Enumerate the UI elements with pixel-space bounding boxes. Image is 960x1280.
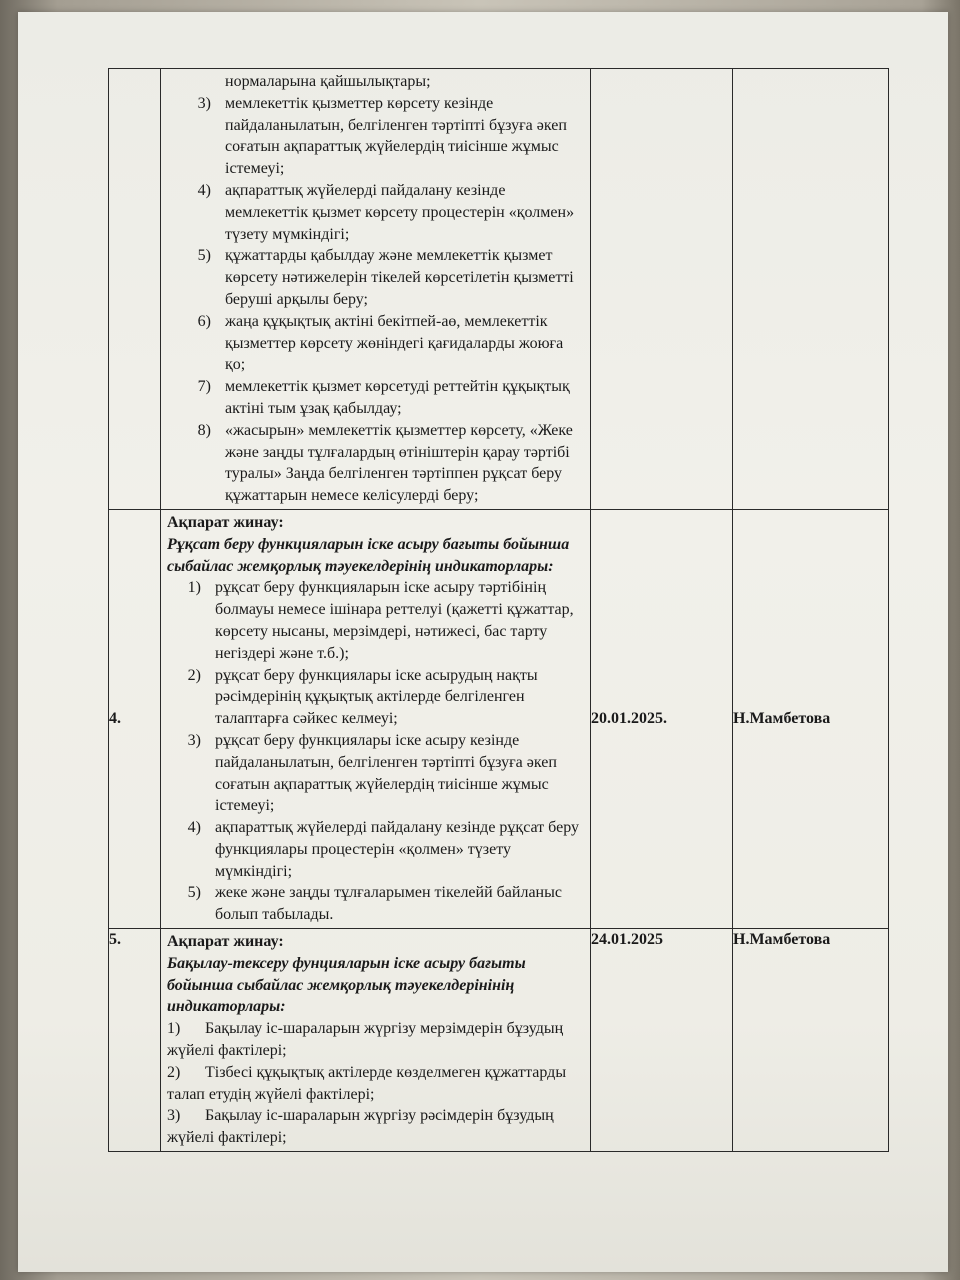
row-number-cell xyxy=(109,69,161,510)
list-item xyxy=(167,577,584,664)
task-heading: Ақпарат жинау: xyxy=(167,513,284,531)
table-row-5 xyxy=(109,929,889,1152)
list-item-number: 2) xyxy=(187,666,201,684)
list-item-number: 3) xyxy=(187,731,201,749)
list-item xyxy=(167,376,584,420)
row-content-cell xyxy=(161,929,591,1152)
list-item-text: құжаттарды қабылдау және мемлекеттік қызмет көрсету нәтижелерін тікелей көрсетілетін қызметті беруші арқылы беру; xyxy=(225,247,574,308)
list-item-number: 6) xyxy=(197,312,211,330)
deadline-date: 20.01.2025. xyxy=(591,509,733,928)
deadline-date: 24.01.2025 xyxy=(591,929,733,1152)
list-item xyxy=(167,93,584,180)
list-item-number: 4) xyxy=(197,181,211,199)
list-item-number: 1) xyxy=(167,1020,181,1038)
list-item-text: жаңа құқықтық актіні бекітпей-аө, мемлекеттік қызметтер көрсету жөніндегі қағидаларды жоюға қо; xyxy=(225,312,564,374)
list-item-text: Бақылау іс-шараларын жүргізу рәсімдерін бұзудың жүйелі фактілері; xyxy=(167,1107,554,1147)
list-item xyxy=(167,1062,584,1106)
list-item-number: 2) xyxy=(167,1063,181,1081)
list-item-number: 8) xyxy=(197,421,211,439)
list-item xyxy=(167,882,584,926)
list-item-number: 1) xyxy=(187,579,201,597)
table-row-continued xyxy=(109,69,889,510)
row-number: 4. xyxy=(109,509,161,928)
date-cell xyxy=(591,69,733,510)
list-item-number: 5) xyxy=(187,884,201,902)
task-heading: Ақпарат жинау: xyxy=(167,933,284,951)
list-item-text: мемлекеттік қызмет көрсетуді реттейтін құқықтық актіні тым ұзақ қабылдау; xyxy=(225,378,570,417)
plan-table xyxy=(108,68,889,1152)
indicator-list xyxy=(161,69,590,509)
list-item xyxy=(167,665,584,730)
list-item-text: Бақылау іс-шараларын жүргізу мерзімдерін бұзудың жүйелі фактілері; xyxy=(167,1020,564,1060)
responsible-cell xyxy=(733,69,889,510)
row-number: 5. xyxy=(109,929,161,1152)
list-item-text: «жасырын» мемлекеттік қызметтер көрсету, «Жеке және заңды тұлғалардың өтініштерін қарау тәртібі туралы» Заңда белгіленген тәртіппен рұқсат беру құжаттарын немесе келісулерді беру; xyxy=(225,421,573,505)
list-item xyxy=(167,311,584,376)
row-content-cell xyxy=(161,509,591,928)
list-item-text: ақпараттық жүйелерді пайдалану кезінде рұқсат беру функциялары процестерін «қолмен» түзету мүмкіндігі; xyxy=(215,819,579,880)
list-item xyxy=(167,180,584,245)
list-item xyxy=(167,1018,584,1062)
list-item-text: рұқсат беру функцияларын іске асыру тәртібінің болмауы немесе ішінара реттелуі (қажетті құжаттар, көрсету нысаны, мерзімдері, нәтижесі, бас тарту негіздері және т.б.); xyxy=(215,579,574,662)
list-item-text: нормаларына қайшылықтары; xyxy=(225,73,431,90)
indicator-list xyxy=(167,577,584,926)
list-item-number: 3) xyxy=(167,1107,181,1125)
list-item-number: 3) xyxy=(197,94,211,112)
row-content-cell xyxy=(161,69,591,510)
list-item xyxy=(167,71,584,93)
list-item-text: ақпараттық жүйелерді пайдалану кезінде мемлекеттік қызмет көрсету процестерін «қолмен» түзету мүмкіндігі; xyxy=(225,181,575,243)
responsible-person: Н.Мамбетова xyxy=(733,509,889,928)
responsible-person: Н.Мамбетова xyxy=(733,929,889,1152)
task-subheading: Бақылау-тексеру фунцияларын іске асыру бағыты бойынша сыбайлас жемқорлық тәуекелдерінінің индикаторлары: xyxy=(167,954,526,1016)
list-item xyxy=(167,1105,584,1149)
list-item-text: рұқсат беру функциялары іске асырудың нақты рәсімдерінің құқықтық актілерде белгіленген талаптарға сәйкес келмеуі; xyxy=(215,666,538,728)
list-item-text: жеке және заңды тұлғаларымен тікелейй байланыс болып табылады. xyxy=(215,884,562,924)
list-item-number: 5) xyxy=(197,247,211,265)
list-item-number: 4) xyxy=(187,819,201,837)
list-item xyxy=(167,730,584,817)
list-item-text: мемлекеттік қызметтер көрсету кезінде пайдаланылатын, белгіленген тәртіпті бұзуға әкеп соғатын ақпараттық жүйелердің тиісінше жұмыс істемеуі; xyxy=(225,94,567,178)
list-item-number: 7) xyxy=(197,378,211,396)
list-item xyxy=(167,245,584,310)
list-item-text: Тізбесі құқықтық актілерде көзделмеген құжаттарды талап етудің жүйелі фактілері; xyxy=(167,1063,567,1103)
list-item xyxy=(167,817,584,882)
table-row-4 xyxy=(109,509,889,928)
indicator-list xyxy=(167,1018,584,1149)
list-item xyxy=(167,420,584,507)
list-item-text: рұқсат беру функциялары іске асыру кезінде пайдаланылатын, белгіленген тәртіпті бұзуға әкеп соғатын ақпараттық жүйелердің тиісінше жұмыс істемеуі; xyxy=(215,731,557,815)
task-subheading: Рұқсат беру функцияларын іске асыру бағыты бойынша сыбайлас жемқорлық тәуекелдерінің индикаторлары: xyxy=(167,535,570,575)
